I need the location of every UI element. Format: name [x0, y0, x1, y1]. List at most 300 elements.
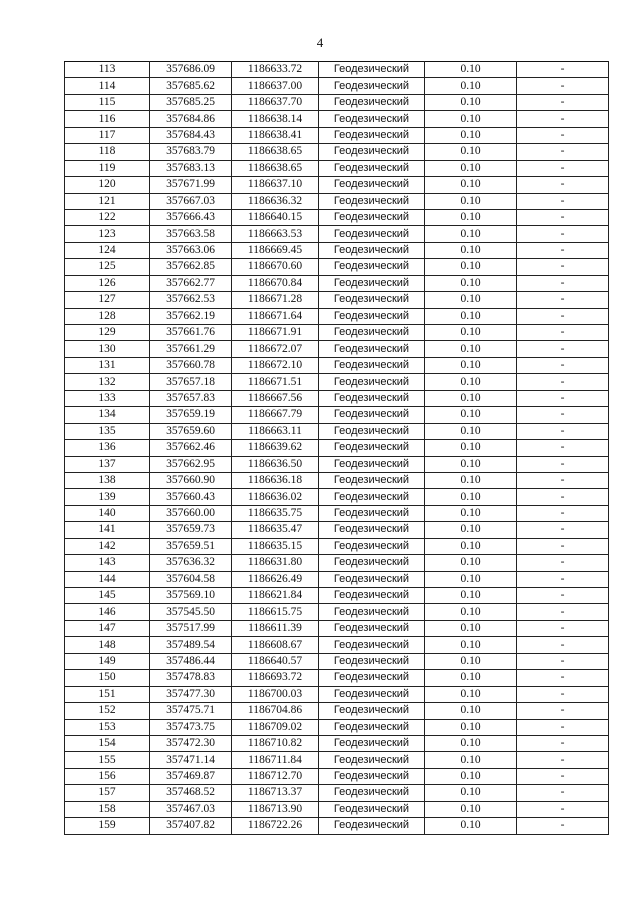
- precision-cell: 0.10: [425, 193, 517, 209]
- table-row: [65, 209, 609, 225]
- x-coordinate-cell: 357662.77: [150, 275, 232, 291]
- y-coordinate-cell: 1186671.28: [232, 292, 319, 308]
- method-cell: Геодезический: [319, 456, 425, 472]
- method-cell: Геодезический: [319, 407, 425, 423]
- precision-cell: 0.10: [425, 670, 517, 686]
- precision-cell: 0.10: [425, 440, 517, 456]
- description-cell: -: [517, 505, 609, 521]
- table-row: [65, 325, 609, 341]
- method-cell: Геодезический: [319, 620, 425, 636]
- point-number-cell: 129: [65, 325, 150, 341]
- y-coordinate-cell: 1186671.51: [232, 374, 319, 390]
- y-coordinate-cell: 1186640.57: [232, 653, 319, 669]
- x-coordinate-cell: 357667.03: [150, 193, 232, 209]
- table-row: [65, 193, 609, 209]
- description-cell: -: [517, 292, 609, 308]
- point-number-cell: 137: [65, 456, 150, 472]
- table-row: [65, 555, 609, 571]
- precision-cell: 0.10: [425, 292, 517, 308]
- table-row: [65, 818, 609, 834]
- y-coordinate-cell: 1186621.84: [232, 588, 319, 604]
- method-cell: Геодезический: [319, 62, 425, 78]
- precision-cell: 0.10: [425, 489, 517, 505]
- table-row: [65, 538, 609, 554]
- table-row: [65, 341, 609, 357]
- method-cell: Геодезический: [319, 555, 425, 571]
- description-cell: -: [517, 588, 609, 604]
- y-coordinate-cell: 1186631.80: [232, 555, 319, 571]
- precision-cell: 0.10: [425, 505, 517, 521]
- x-coordinate-cell: 357478.83: [150, 670, 232, 686]
- point-number-cell: 126: [65, 275, 150, 291]
- y-coordinate-cell: 1186712.70: [232, 768, 319, 784]
- y-coordinate-cell: 1186636.50: [232, 456, 319, 472]
- y-coordinate-cell: 1186709.02: [232, 719, 319, 735]
- method-cell: Геодезический: [319, 160, 425, 176]
- x-coordinate-cell: 357666.43: [150, 209, 232, 225]
- point-number-cell: 150: [65, 670, 150, 686]
- precision-cell: 0.10: [425, 768, 517, 784]
- point-number-cell: 128: [65, 308, 150, 324]
- y-coordinate-cell: 1186672.07: [232, 341, 319, 357]
- description-cell: -: [517, 522, 609, 538]
- method-cell: Геодезический: [319, 325, 425, 341]
- description-cell: -: [517, 209, 609, 225]
- y-coordinate-cell: 1186671.64: [232, 308, 319, 324]
- y-coordinate-cell: 1186693.72: [232, 670, 319, 686]
- x-coordinate-cell: 357663.06: [150, 242, 232, 258]
- y-coordinate-cell: 1186637.70: [232, 94, 319, 110]
- description-cell: -: [517, 571, 609, 587]
- precision-cell: 0.10: [425, 226, 517, 242]
- table-row: [65, 423, 609, 439]
- table-row: [65, 719, 609, 735]
- precision-cell: 0.10: [425, 456, 517, 472]
- description-cell: -: [517, 374, 609, 390]
- precision-cell: 0.10: [425, 357, 517, 373]
- method-cell: Геодезический: [319, 818, 425, 834]
- point-number-cell: 152: [65, 703, 150, 719]
- method-cell: Геодезический: [319, 127, 425, 143]
- table-row: [65, 472, 609, 488]
- point-number-cell: 127: [65, 292, 150, 308]
- method-cell: Геодезический: [319, 423, 425, 439]
- x-coordinate-cell: 357467.03: [150, 801, 232, 817]
- table-row: [65, 505, 609, 521]
- table-row: [65, 94, 609, 110]
- x-coordinate-cell: 357659.51: [150, 538, 232, 554]
- y-coordinate-cell: 1186636.32: [232, 193, 319, 209]
- point-number-cell: 143: [65, 555, 150, 571]
- x-coordinate-cell: 357662.95: [150, 456, 232, 472]
- method-cell: Геодезический: [319, 177, 425, 193]
- description-cell: -: [517, 127, 609, 143]
- description-cell: -: [517, 472, 609, 488]
- point-number-cell: 156: [65, 768, 150, 784]
- point-number-cell: 125: [65, 259, 150, 275]
- table-row: [65, 127, 609, 143]
- method-cell: Геодезический: [319, 505, 425, 521]
- description-cell: -: [517, 193, 609, 209]
- method-cell: Геодезический: [319, 94, 425, 110]
- description-cell: -: [517, 144, 609, 160]
- x-coordinate-cell: 357684.43: [150, 127, 232, 143]
- point-number-cell: 123: [65, 226, 150, 242]
- point-number-cell: 154: [65, 735, 150, 751]
- table-row: [65, 571, 609, 587]
- method-cell: Геодезический: [319, 144, 425, 160]
- x-coordinate-cell: 357545.50: [150, 604, 232, 620]
- x-coordinate-cell: 357469.87: [150, 768, 232, 784]
- description-cell: -: [517, 538, 609, 554]
- table-row: [65, 62, 609, 78]
- y-coordinate-cell: 1186637.10: [232, 177, 319, 193]
- x-coordinate-cell: 357660.90: [150, 472, 232, 488]
- precision-cell: 0.10: [425, 374, 517, 390]
- precision-cell: 0.10: [425, 423, 517, 439]
- precision-cell: 0.10: [425, 209, 517, 225]
- description-cell: -: [517, 735, 609, 751]
- y-coordinate-cell: 1186615.75: [232, 604, 319, 620]
- description-cell: -: [517, 423, 609, 439]
- table-row: [65, 259, 609, 275]
- x-coordinate-cell: 357517.99: [150, 620, 232, 636]
- precision-cell: 0.10: [425, 325, 517, 341]
- table-row: [65, 275, 609, 291]
- point-number-cell: 141: [65, 522, 150, 538]
- x-coordinate-cell: 357662.19: [150, 308, 232, 324]
- table-row: [65, 292, 609, 308]
- precision-cell: 0.10: [425, 472, 517, 488]
- y-coordinate-cell: 1186722.26: [232, 818, 319, 834]
- x-coordinate-cell: 357663.58: [150, 226, 232, 242]
- point-number-cell: 133: [65, 390, 150, 406]
- precision-cell: 0.10: [425, 242, 517, 258]
- precision-cell: 0.10: [425, 341, 517, 357]
- point-number-cell: 131: [65, 357, 150, 373]
- description-cell: -: [517, 686, 609, 702]
- y-coordinate-cell: 1186633.72: [232, 62, 319, 78]
- description-cell: -: [517, 440, 609, 456]
- precision-cell: 0.10: [425, 275, 517, 291]
- method-cell: Геодезический: [319, 538, 425, 554]
- method-cell: Геодезический: [319, 735, 425, 751]
- method-cell: Геодезический: [319, 785, 425, 801]
- x-coordinate-cell: 357475.71: [150, 703, 232, 719]
- table-row: [65, 111, 609, 127]
- y-coordinate-cell: 1186608.67: [232, 637, 319, 653]
- point-number-cell: 113: [65, 62, 150, 78]
- precision-cell: 0.10: [425, 785, 517, 801]
- point-number-cell: 153: [65, 719, 150, 735]
- y-coordinate-cell: 1186704.86: [232, 703, 319, 719]
- precision-cell: 0.10: [425, 144, 517, 160]
- description-cell: -: [517, 94, 609, 110]
- y-coordinate-cell: 1186638.14: [232, 111, 319, 127]
- y-coordinate-cell: 1186626.49: [232, 571, 319, 587]
- x-coordinate-cell: 357659.73: [150, 522, 232, 538]
- table-row: [65, 160, 609, 176]
- point-number-cell: 146: [65, 604, 150, 620]
- point-number-cell: 132: [65, 374, 150, 390]
- precision-cell: 0.10: [425, 538, 517, 554]
- table-row: [65, 801, 609, 817]
- table-row: [65, 588, 609, 604]
- y-coordinate-cell: 1186672.10: [232, 357, 319, 373]
- description-cell: -: [517, 308, 609, 324]
- method-cell: Геодезический: [319, 390, 425, 406]
- description-cell: -: [517, 456, 609, 472]
- precision-cell: 0.10: [425, 259, 517, 275]
- point-number-cell: 158: [65, 801, 150, 817]
- description-cell: -: [517, 78, 609, 94]
- method-cell: Геодезический: [319, 768, 425, 784]
- precision-cell: 0.10: [425, 818, 517, 834]
- method-cell: Геодезический: [319, 193, 425, 209]
- description-cell: -: [517, 703, 609, 719]
- method-cell: Геодезический: [319, 275, 425, 291]
- x-coordinate-cell: 357660.78: [150, 357, 232, 373]
- precision-cell: 0.10: [425, 703, 517, 719]
- table-row: [65, 357, 609, 373]
- description-cell: -: [517, 752, 609, 768]
- x-coordinate-cell: 357685.62: [150, 78, 232, 94]
- description-cell: -: [517, 407, 609, 423]
- precision-cell: 0.10: [425, 604, 517, 620]
- y-coordinate-cell: 1186700.03: [232, 686, 319, 702]
- method-cell: Геодезический: [319, 670, 425, 686]
- x-coordinate-cell: 357662.46: [150, 440, 232, 456]
- x-coordinate-cell: 357659.60: [150, 423, 232, 439]
- precision-cell: 0.10: [425, 620, 517, 636]
- point-number-cell: 119: [65, 160, 150, 176]
- x-coordinate-cell: 357660.43: [150, 489, 232, 505]
- point-number-cell: 147: [65, 620, 150, 636]
- description-cell: -: [517, 341, 609, 357]
- description-cell: -: [517, 259, 609, 275]
- x-coordinate-cell: 357407.82: [150, 818, 232, 834]
- y-coordinate-cell: 1186713.37: [232, 785, 319, 801]
- precision-cell: 0.10: [425, 588, 517, 604]
- point-number-cell: 139: [65, 489, 150, 505]
- method-cell: Геодезический: [319, 588, 425, 604]
- method-cell: Геодезический: [319, 111, 425, 127]
- x-coordinate-cell: 357486.44: [150, 653, 232, 669]
- point-number-cell: 134: [65, 407, 150, 423]
- point-number-cell: 151: [65, 686, 150, 702]
- method-cell: Геодезический: [319, 719, 425, 735]
- point-number-cell: 149: [65, 653, 150, 669]
- description-cell: -: [517, 275, 609, 291]
- y-coordinate-cell: 1186671.91: [232, 325, 319, 341]
- y-coordinate-cell: 1186635.15: [232, 538, 319, 554]
- table-row: [65, 653, 609, 669]
- table-row: [65, 686, 609, 702]
- precision-cell: 0.10: [425, 94, 517, 110]
- description-cell: -: [517, 604, 609, 620]
- point-number-cell: 145: [65, 588, 150, 604]
- precision-cell: 0.10: [425, 555, 517, 571]
- y-coordinate-cell: 1186663.11: [232, 423, 319, 439]
- x-coordinate-cell: 357662.85: [150, 259, 232, 275]
- table-row: [65, 177, 609, 193]
- method-cell: Геодезический: [319, 703, 425, 719]
- table-row: [65, 637, 609, 653]
- description-cell: -: [517, 637, 609, 653]
- x-coordinate-cell: 357671.99: [150, 177, 232, 193]
- precision-cell: 0.10: [425, 407, 517, 423]
- y-coordinate-cell: 1186710.82: [232, 735, 319, 751]
- precision-cell: 0.10: [425, 801, 517, 817]
- point-number-cell: 121: [65, 193, 150, 209]
- x-coordinate-cell: 357472.30: [150, 735, 232, 751]
- x-coordinate-cell: 357662.53: [150, 292, 232, 308]
- description-cell: -: [517, 242, 609, 258]
- description-cell: -: [517, 160, 609, 176]
- table-row: [65, 226, 609, 242]
- y-coordinate-cell: 1186670.60: [232, 259, 319, 275]
- precision-cell: 0.10: [425, 752, 517, 768]
- description-cell: -: [517, 620, 609, 636]
- table-row: [65, 522, 609, 538]
- description-cell: -: [517, 177, 609, 193]
- description-cell: -: [517, 785, 609, 801]
- method-cell: Геодезический: [319, 522, 425, 538]
- table-row: [65, 242, 609, 258]
- method-cell: Геодезический: [319, 292, 425, 308]
- description-cell: -: [517, 768, 609, 784]
- coordinates-table: [64, 61, 609, 835]
- table-row: [65, 456, 609, 472]
- precision-cell: 0.10: [425, 160, 517, 176]
- y-coordinate-cell: 1186669.45: [232, 242, 319, 258]
- description-cell: -: [517, 801, 609, 817]
- y-coordinate-cell: 1186711.84: [232, 752, 319, 768]
- y-coordinate-cell: 1186640.15: [232, 209, 319, 225]
- method-cell: Геодезический: [319, 242, 425, 258]
- method-cell: Геодезический: [319, 259, 425, 275]
- description-cell: -: [517, 719, 609, 735]
- method-cell: Геодезический: [319, 604, 425, 620]
- description-cell: -: [517, 111, 609, 127]
- method-cell: Геодезический: [319, 686, 425, 702]
- table-row: [65, 620, 609, 636]
- y-coordinate-cell: 1186638.41: [232, 127, 319, 143]
- description-cell: -: [517, 818, 609, 834]
- y-coordinate-cell: 1186638.65: [232, 144, 319, 160]
- description-cell: -: [517, 653, 609, 669]
- method-cell: Геодезический: [319, 341, 425, 357]
- y-coordinate-cell: 1186636.18: [232, 472, 319, 488]
- point-number-cell: 120: [65, 177, 150, 193]
- table-row: [65, 407, 609, 423]
- description-cell: -: [517, 357, 609, 373]
- point-number-cell: 140: [65, 505, 150, 521]
- table-row: [65, 440, 609, 456]
- page-number: 4: [316, 35, 324, 50]
- point-number-cell: 144: [65, 571, 150, 587]
- table-row: [65, 489, 609, 505]
- description-cell: -: [517, 489, 609, 505]
- method-cell: Геодезический: [319, 637, 425, 653]
- x-coordinate-cell: 357569.10: [150, 588, 232, 604]
- x-coordinate-cell: 357473.75: [150, 719, 232, 735]
- x-coordinate-cell: 357657.18: [150, 374, 232, 390]
- point-number-cell: 136: [65, 440, 150, 456]
- y-coordinate-cell: 1186635.47: [232, 522, 319, 538]
- table-row: [65, 308, 609, 324]
- table-row: [65, 768, 609, 784]
- method-cell: Геодезический: [319, 226, 425, 242]
- method-cell: Геодезический: [319, 78, 425, 94]
- y-coordinate-cell: 1186635.75: [232, 505, 319, 521]
- coordinates-table-body: [65, 62, 609, 835]
- point-number-cell: 135: [65, 423, 150, 439]
- x-coordinate-cell: 357636.32: [150, 555, 232, 571]
- description-cell: -: [517, 555, 609, 571]
- precision-cell: 0.10: [425, 62, 517, 78]
- y-coordinate-cell: 1186636.02: [232, 489, 319, 505]
- x-coordinate-cell: 357489.54: [150, 637, 232, 653]
- point-number-cell: 115: [65, 94, 150, 110]
- precision-cell: 0.10: [425, 78, 517, 94]
- table-row: [65, 703, 609, 719]
- point-number-cell: 138: [65, 472, 150, 488]
- point-number-cell: 124: [65, 242, 150, 258]
- precision-cell: 0.10: [425, 637, 517, 653]
- precision-cell: 0.10: [425, 177, 517, 193]
- precision-cell: 0.10: [425, 522, 517, 538]
- point-number-cell: 117: [65, 127, 150, 143]
- method-cell: Геодезический: [319, 374, 425, 390]
- method-cell: Геодезический: [319, 752, 425, 768]
- point-number-cell: 148: [65, 637, 150, 653]
- description-cell: -: [517, 226, 609, 242]
- method-cell: Геодезический: [319, 801, 425, 817]
- point-number-cell: 122: [65, 209, 150, 225]
- x-coordinate-cell: 357477.30: [150, 686, 232, 702]
- method-cell: Геодезический: [319, 489, 425, 505]
- method-cell: Геодезический: [319, 209, 425, 225]
- precision-cell: 0.10: [425, 686, 517, 702]
- method-cell: Геодезический: [319, 440, 425, 456]
- x-coordinate-cell: 357471.14: [150, 752, 232, 768]
- table-row: [65, 78, 609, 94]
- x-coordinate-cell: 357657.83: [150, 390, 232, 406]
- x-coordinate-cell: 357685.25: [150, 94, 232, 110]
- precision-cell: 0.10: [425, 127, 517, 143]
- x-coordinate-cell: 357686.09: [150, 62, 232, 78]
- y-coordinate-cell: 1186637.00: [232, 78, 319, 94]
- y-coordinate-cell: 1186713.90: [232, 801, 319, 817]
- y-coordinate-cell: 1186667.56: [232, 390, 319, 406]
- x-coordinate-cell: 357683.79: [150, 144, 232, 160]
- x-coordinate-cell: 357660.00: [150, 505, 232, 521]
- table-row: [65, 144, 609, 160]
- table-row: [65, 604, 609, 620]
- y-coordinate-cell: 1186663.53: [232, 226, 319, 242]
- method-cell: Геодезический: [319, 357, 425, 373]
- precision-cell: 0.10: [425, 571, 517, 587]
- x-coordinate-cell: 357659.19: [150, 407, 232, 423]
- precision-cell: 0.10: [425, 111, 517, 127]
- point-number-cell: 116: [65, 111, 150, 127]
- x-coordinate-cell: 357604.58: [150, 571, 232, 587]
- table-row: [65, 374, 609, 390]
- point-number-cell: 155: [65, 752, 150, 768]
- point-number-cell: 157: [65, 785, 150, 801]
- x-coordinate-cell: 357684.86: [150, 111, 232, 127]
